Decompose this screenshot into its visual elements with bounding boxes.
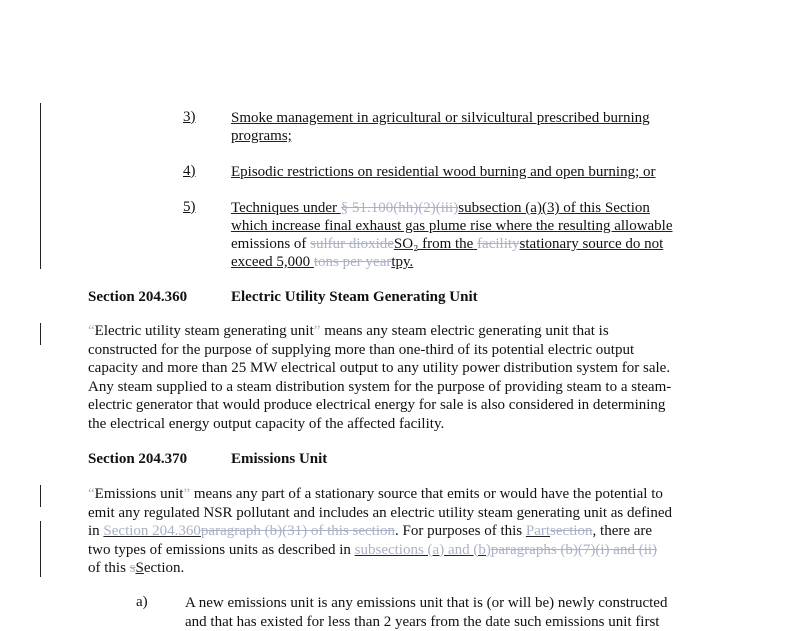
deleted-text: s (130, 560, 136, 576)
section-title: Emissions Unit (231, 451, 327, 468)
revision-bar (40, 323, 41, 345)
para-line: emit any regulated NSR pollutant and includes an electric utility steam generating unit as defined (88, 504, 708, 523)
para-line: two types of emissions units as described in subsections (a) and (b)paragraphs (b)(7)(i) and (ii) (88, 541, 708, 560)
item-number: 4) (183, 163, 227, 180)
section-title: Electric Utility Steam Generating Unit (231, 289, 478, 306)
deleted-text: facility (477, 236, 519, 252)
text-run: SO₂ from the (394, 236, 477, 252)
item-line: programs; (231, 127, 701, 145)
text-run: exceed 5,000 (231, 254, 314, 270)
deleted-text: section (550, 523, 593, 539)
inserted-text: S (136, 560, 144, 576)
defined-term: Electric utility steam generating unit (95, 323, 314, 339)
section-number: Section 204.370 (88, 451, 187, 468)
subsection-label: a) (136, 594, 148, 611)
item-line (231, 235, 701, 253)
deleted-text: tons per year (314, 254, 391, 270)
revision-bar (40, 485, 41, 507)
text-run: Techniques under (231, 200, 341, 216)
para-line: A new emissions unit is any emissions unit that is (or will be) newly constructed (185, 594, 725, 613)
text-run: tpy. (391, 254, 413, 270)
defined-term: Emissions unit (95, 486, 184, 502)
para-line: constructed for the purpose of supplying more than one-third of its potential electric output (88, 341, 708, 360)
para-line: of this sSection. (88, 559, 708, 578)
item-number: 5) (183, 199, 227, 216)
inserted-text: subsections (a) and (b) (355, 542, 491, 558)
para-line: Any steam supplied to a steam distribution system for the purpose of providing steam to a steam- (88, 378, 708, 397)
para-line: “Emissions unit” means any part of a stationary source that emits or would have the potential to (88, 485, 708, 504)
inserted-text: Part (526, 523, 550, 539)
para-line: in Section 204.360paragraph (b)(31) of this section. For purposes of this Partsection, there are (88, 522, 708, 541)
subsection-text (185, 594, 725, 631)
item-line: Smoke management in agricultural or silvicultural prescribed burning (231, 109, 701, 127)
revision-bar (40, 521, 41, 577)
item-line (231, 199, 701, 217)
deleted-text: paragraph (b)(31) of this section (201, 523, 395, 539)
deleted-text: § 51.100(hh)(2)(iii) (341, 200, 458, 216)
item-number: 3) (183, 109, 227, 126)
definition-paragraph (88, 485, 708, 578)
text-run: stationary source do not (520, 236, 664, 252)
para-line: electric generator that would produce electrical energy for sale is also considered in determining (88, 396, 708, 415)
text-run: subsection (a)(3) of this Section (458, 200, 650, 216)
para-line: capacity and more than 25 MW electrical output to any utility power distribution system for sale. (88, 359, 708, 378)
item-text (231, 109, 701, 145)
para-line: “Electric utility steam generating unit” means any steam electric generating unit that is (88, 322, 708, 341)
para-line: the electrical energy output capacity of the affected facility. (88, 415, 708, 434)
definition-paragraph (88, 322, 708, 433)
item-line: Episodic restrictions on residential wood burning and open burning; or (231, 163, 701, 181)
item-text (231, 199, 701, 271)
revision-bar (40, 103, 41, 269)
item-text (231, 163, 701, 181)
section-number: Section 204.360 (88, 289, 187, 306)
text-run: emissions of (231, 236, 310, 252)
deleted-text: sulfur dioxide (310, 236, 394, 252)
item-line (231, 253, 701, 271)
inserted-text: Section 204.360 (103, 523, 201, 539)
deleted-text: paragraphs (b)(7)(i) and (ii) (491, 542, 657, 558)
para-line: and that has existed for less than 2 years from the date such emissions unit first (185, 613, 725, 631)
item-line: which increase final exhaust gas plume rise where the resulting allowable (231, 217, 701, 235)
